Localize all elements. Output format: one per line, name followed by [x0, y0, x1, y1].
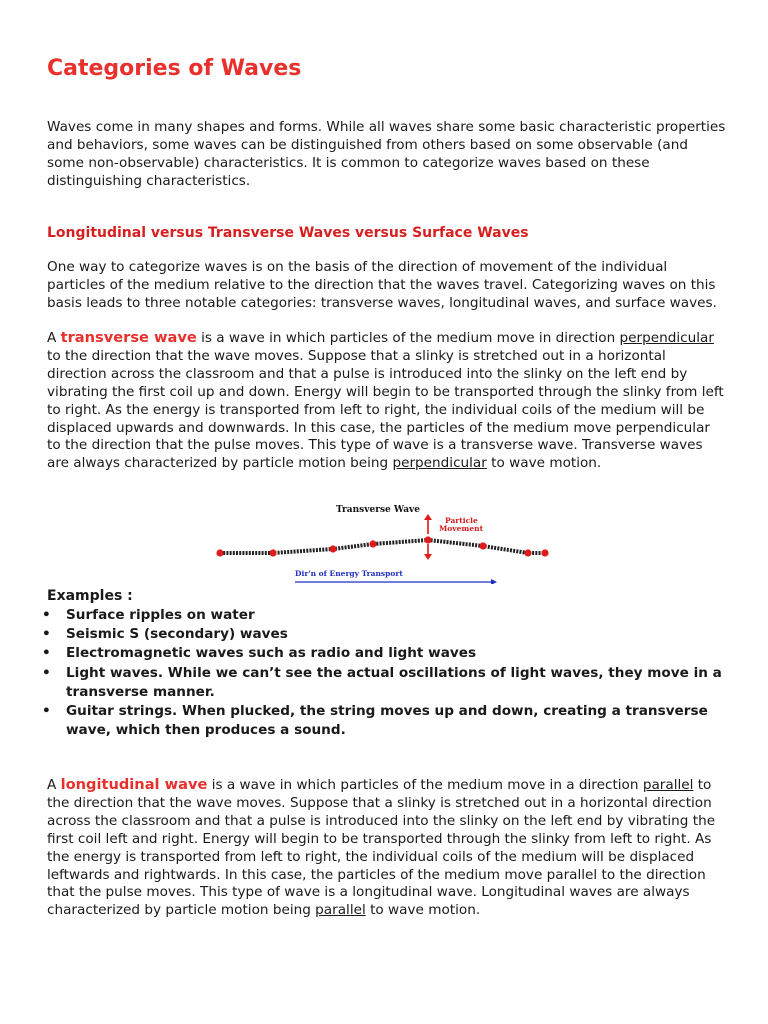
perpendicular-term-1: perpendicular	[619, 330, 714, 346]
page-title: Categories of Waves	[47, 56, 302, 81]
list-item: • Light waves. While we can’t see the actual oscillations of light waves, they move in a transverse manner.	[42, 664, 722, 700]
particle-label-2: Movement	[439, 524, 484, 533]
section-intro-paragraph: One way to categorize waves is on the basis of the direction of movement of the individual particles of the medium relative to the direction that the waves travel. Categorizing waves on this basis leads to three notable categories: transverse waves, longitudinal waves, and surface waves.	[47, 259, 717, 311]
transverse-term: transverse wave	[60, 329, 197, 346]
examples-list	[42, 606, 727, 740]
energy-label: Dir'n of Energy Transport	[295, 569, 403, 578]
transverse-paragraph: A transverse wave is a wave in which particles of the medium move in direction perpendicular to the direction that the wave moves. Suppose that a slinky is stretched out in a horizontal direction across the classroom and that a pulse is introduced into the slinky on the left end by vibrating the first coil up and down. Energy will begin to be transported through the slinky from left to right. As the energy is transported from left to right, the individual coils of the medium will be displaced upwards and downwards. In this case, the particles of the medium move perpendicular to the direction that the pulse moves. This type of wave is a transverse wave. Transverse waves are always characterized by particle motion being perpendicular to wave motion.	[47, 329, 724, 472]
list-item: • Seismic S (secondary) waves	[42, 626, 288, 643]
list-item: • Electromagnetic waves such as radio and light waves	[42, 645, 477, 662]
intro-paragraph: Waves come in many shapes and forms. While all waves share some basic characteristic properties and behaviors, some waves can be distinguished from others based on some observable (and some non-observable) characteristics. It is common to categorize waves based on these distinguishing characteristics.	[47, 119, 726, 189]
section-heading: Longitudinal versus Transverse Waves versus Surface Waves	[47, 225, 529, 241]
perpendicular-term-2: perpendicular	[392, 455, 487, 472]
longitudinal-term: longitudinal wave	[60, 776, 208, 793]
longitudinal-paragraph: A longitudinal wave is a wave in which particles of the medium move in a direction parallel to the direction that the wave moves. Suppose that a slinky is stretched out in a horizontal direction across the classroom and that a pulse is introduced into the slinky on the left end by vibrating the first coil left and right. Energy will begin to be transported through the slinky from left to right. As the energy is transported from left to right, the individual coils of the medium will be displaced leftwards and rightwards. In this case, the particles of the medium move parallel to the direction that the pulse moves. This type of wave is a longitudinal wave. Longitudinal waves are always characterized by particle motion being parallel to wave motion.	[47, 776, 716, 919]
parallel-term-1: parallel	[642, 777, 694, 793]
list-item: • Guitar strings. When plucked, the string moves up and down, creating a transverse wave, which then produces a sound.	[42, 703, 708, 739]
diagram-title: Transverse Wave	[336, 505, 420, 515]
examples-heading: Examples :	[47, 588, 133, 604]
parallel-term-2: parallel	[315, 902, 366, 919]
slinky-coils	[220, 540, 545, 553]
energy-transport-arrow	[295, 579, 497, 584]
transverse-wave-diagram	[215, 502, 550, 584]
particle-label-1: Particle	[445, 516, 478, 525]
list-item: • Surface ripples on water	[42, 607, 255, 623]
